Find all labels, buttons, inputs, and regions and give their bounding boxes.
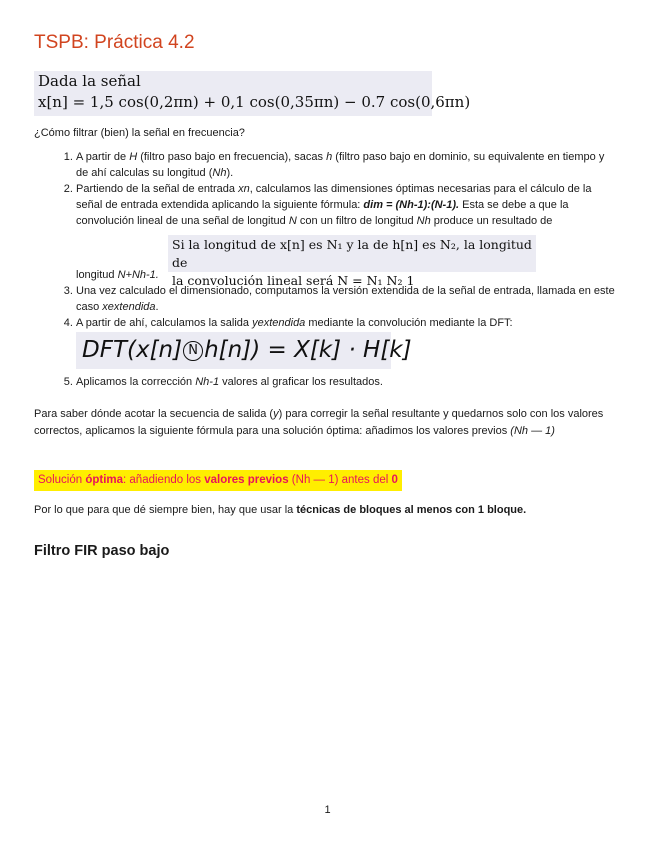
para1-y: y [273, 408, 279, 420]
step-5-Nh-1: Nh-1 [195, 376, 220, 388]
step-2-Nh: Nh [416, 215, 431, 227]
optimal-solution-highlight [34, 470, 402, 491]
step-2-formula: dim = (Nh-1):(N-1). [363, 199, 460, 211]
section-heading-fir: Filtro FIR paso bajo [34, 543, 170, 559]
para1-a: Para saber dónde acotar la secuencia de salida ( [34, 408, 274, 420]
note-line-1: Si la longitud de x[n] es N₁ y la de h[n] es N₂, la longitud de [172, 237, 532, 270]
paragraph-block-technique [34, 502, 624, 519]
step-2-xn: xn [238, 183, 250, 195]
highlight-d: valores previos [204, 474, 289, 486]
step-2-tail-b: N+Nh-1. [117, 269, 159, 281]
step-1-H: H [129, 151, 138, 163]
circular-convolution-symbol: N [183, 341, 203, 361]
dft-right: h[n]) = X[k] · H[k] [204, 337, 412, 363]
highlight-b: óptima [85, 474, 124, 486]
step-3-text-a: Una vez calculado el dimensionado, computamos la versión extendida de la señal de entrada, llamada en este caso [76, 285, 615, 313]
step-1-Nh: Nh [212, 167, 227, 179]
step-4-text-a: A partir de ahí, calculamos la salida [76, 317, 253, 329]
step-2-text-a: Partiendo de la señal de entrada [76, 183, 239, 195]
convolution-length-note [168, 235, 536, 288]
step-2-N: N [288, 215, 297, 227]
step-1-text-a: A partir de [76, 151, 130, 163]
step-1-text-c: (filtro paso bajo en frecuencia), sacas [137, 151, 327, 163]
step-3-xextendida: xextendida [102, 301, 156, 313]
step-1-text-e: (filtro paso bajo en dominio, su equivalente en tiempo y de ahí calculas su longitud ( [76, 151, 605, 179]
step-2-text-e: Esta se debe a que la convolución lineal de una señal de longitud [76, 199, 569, 227]
step-2-tail-a: longitud [76, 269, 118, 281]
signal-definition-box [34, 71, 471, 116]
step-5-text-c: valores al graficar los resultados. [219, 376, 383, 388]
step-4-yextendida: yextendida [252, 317, 306, 329]
highlight-e: (Nh — 1) antes del [288, 474, 392, 486]
question-text: ¿Cómo filtrar (bien) la señal en frecuencia? [34, 127, 245, 139]
step-3-text-c: . [155, 301, 159, 313]
para1-c: ) para corregir la señal resultante y quedarnos solo con los valores correctos, aplicamos la siguiente fórmula para una solución óptima: añadimos los valores previos [34, 408, 604, 437]
step-5 [76, 374, 619, 390]
step-2-text-c: , calculamos las dimensiones óptimas necesarias para el cálculo de la señal de entrada extendida aplicando la siguiente fórmula: [76, 183, 592, 211]
paragraph-output-bounds [34, 406, 624, 440]
dft-left: DFT(x[n] [82, 337, 183, 363]
step-2-text-g: con un filtro de longitud [296, 215, 417, 227]
para1-d: (Nh — 1) [510, 425, 555, 437]
step-4-text-c: mediante la convolución mediante la DFT: [305, 317, 513, 329]
step-1-h: h [326, 151, 333, 163]
step-1 [76, 149, 619, 181]
signal-equation: x[n] = 1,5 cos(0,2πn) + 0,1 cos(0,35πn) − 0.7 cos(0,6πn) [38, 93, 471, 111]
highlight-a: Solución [38, 474, 86, 486]
signal-intro: Dada la señal [38, 72, 141, 90]
highlight-f: 0 [391, 474, 398, 486]
step-5-text-a: Aplicamos la corrección [76, 376, 196, 388]
highlight-c: : añadiendo los [123, 474, 205, 486]
para2-b: técnicas de bloques al menos con 1 bloque. [296, 504, 527, 516]
page-number: 1 [324, 804, 331, 816]
dft-formula [76, 332, 412, 369]
page-title: TSPB: Práctica 4.2 [34, 32, 195, 53]
step-2-text-i: produce un resultado de [430, 215, 553, 227]
para2-a: Por lo que para que dé siempre bien, hay que usar la [34, 504, 297, 516]
note-line-2: la convolución lineal será N = N₁ N₂ 1 [172, 273, 415, 288]
step-1-text-g: ). [226, 167, 234, 179]
